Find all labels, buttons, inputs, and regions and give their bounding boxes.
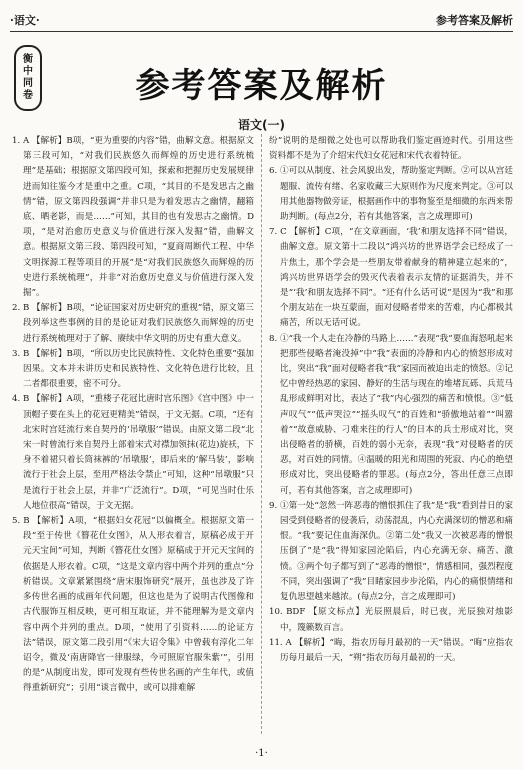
seal-char: 卷 xyxy=(23,90,33,101)
seal-char: 中 xyxy=(23,66,33,77)
answer-item: 9. ①第一处“忽然一阵恶毒的憎恨抓住了我”是“我”看到昔日的家园受到侵略者的侵袭后，动荡混乱，内心充满深切的憎恶和痛恨。“我”要记住血海深仇。②第二处“我又一次被恶毒的憎恨压倒了”是“我”得知家园沦陷后，内心充满无奈、痛苦、激愤。③两个句子都写到了“恶毒的憎恨”，情感相同，强烈程度不同，突出强调了“我”目睹家园步步沦陷，内心的痛恨情绪和复仇思望越来越浓。(每点2分，言之成理即可) xyxy=(269,500,513,603)
right-column xyxy=(269,134,513,736)
header-rule xyxy=(10,31,513,32)
section-title: 语文(一) xyxy=(238,118,285,132)
left-column xyxy=(12,134,254,736)
header-subject: ·语文· xyxy=(10,14,40,27)
column-divider xyxy=(261,134,262,734)
answer-item: 10. BDF 【原文标点】光辰照晨后，时已夜，光辰独对烛影中，篾籁数百言。 xyxy=(269,607,513,633)
answer-item: 7. C 【解析】C项，“在文章画面，‘我’和朋友选择不同”错误，曲解文意。原文第十二段以“鸿兴坊的世界语学会已经成了一片焦土，那个学会是一些朋友带着献身的精神建立起来的”，鸿兴坊世界语学会的毁灭代表着表示友情的证据消失，并不是“‘我’和朋友选择不同”。“还有什么话可说”是因为“我”和那个朋友站在一块互蒙面，面对侵略者带来的苦难，内心都极其痛苦，所以无话可说。 xyxy=(269,227,513,329)
answer-item-continued: 纷”说明的是细微之处也可以帮助我们鉴定画迹时代。引用这些资料都不是为了介绍宋代妇女花冠和宋代衣着特征。 xyxy=(269,136,513,162)
answer-item: 1. A 【解析】B项，“更为重要的内容”错，曲解文意。根据原文第三段可知，“对我们民族悠久而辉煌的历史进行系统梳理”是基础；根据原文第四段可知，探索和把握历史发展规律进而知往鉴今才是重中之重。C项，“其目的不是发思古之幽情”错，原文第四段强调“并非只是为着发思古之幽情，翻箱底、晒老影，而是……”可知，其目的也有发思古之幽情。D项，“是对治愈历史意义与价值进行深入发掘”错，曲解文意。根据原文第三段、第四段可知，“夏商周断代工程、中华文明探源工程等项目的开展”是“对我们民族悠久而辉煌的历史进行系统梳理”，并非“对治愈历史意义与价值进行深入发掘”。 xyxy=(12,136,254,299)
page-number: ·1· xyxy=(255,748,268,759)
page-title: 参考答案及解析 xyxy=(135,66,388,106)
page-header xyxy=(10,8,513,28)
answer-item: 11. A 【解析】“晦，指农历每月最初的一天”错误。“晦”应指农历每月最后一天，“朔”指农历每月最初的一天。 xyxy=(269,637,513,663)
answer-item: 5. B 【解析】A项，“根据妇女花冠”以偏概全。根据原文第一段“至于传世《簪花仕女图》，从人形衣着言，原稿必成于开元天宝间”可知，判断《簪花仕女图》原稿成于开元天宝间的依据是人形衣着。C项，“这是文章内容中两个并列的重点”分析错误。文章紧紧围绕“唐宋服饰研究”展开，虽也涉及了许多传世名画的成画年代问题，但这也是为了说明古代图像和古代服饰互相反映，更可相互取证，并不能理解为是文章内容中两个并列的重点。D项，“使用了引资料……的论证方法”错误，原文第二段引用“《宋大诏令集》中曾载有淳化二年诏令，微及‘南唐降官一律服绿，今可照原官服朱紫’”，引用的是“从制度出发，即可发现有些传世名画的产生年代，或值得重新研究”；引用“谈言微中，或可以排难解 xyxy=(12,516,254,694)
seal-char: 衡 xyxy=(23,54,33,65)
answer-item: 6. ①可以从制度、社会风貌出发，帮助鉴定判断。②可以从宫廷题服、流传有绪、名家收藏三大原则作为尺度来判定。③可以用其他器物做旁证，根据画作中的事物鉴至是细微的东西来帮助判断。(每点2分，若有其他答案，言之成理即可) xyxy=(269,166,513,223)
header-section-title: 参考答案及解析 xyxy=(436,14,513,27)
answer-item: 2. B 【解析】B项，“论证国家对历史研究的重视”错，原文第三段列举这些事例的目的是论证对我们民族悠久而辉煌的历史进行系统梳理对于了解、赓续中华文明的历史有重大意义。 xyxy=(12,303,254,344)
answer-item: 8. ①“我一个人走在冷静的马路上……”表现“我”要血海怒吼起来把那些侵略者淹没掉”中“我”表面的冷静和内心的愤怒形成对比，突出“我”面对侵略者我“我”家园而被迫出走的愤怒。②记忆中曾经热恶的家园、静好的生活与现在的堆堵瓦砾、兵荒马乱形成鲜明对比，表达了“我”内心强烈的痛苦和愤恨。③“低声叹气”“低声哭泣”“摇头叹气”的百姓和“骄傲地站着”“叫嚣着”“故意威胁、刁难来往的行人”的日本的兵士形成对比，突出侵略者的骄横，百姓的弱小无奈，表现“我”对侵略者的厌恶，对百姓的同情。④温暖的阳光和周围的死寂、内心的绝望形成对比，突出侵略者的罪恶。(每点2分，答出任意三点即可，若有其他答案，言之成理即可) xyxy=(269,333,513,496)
seal-char: 同 xyxy=(23,78,33,89)
answer-item: 4. B 【解析】A项，“重楼子花冠比唐时宫乐图》《宫中图》中一顶帽子要在头上的花冠更精美”错误，于文无据。C项，“还有北宋时宫廷流行来自契丹的‘吊墩服’”错误。由原文第二段“北宋一时曾流行来自契丹上部着宋式对襟加领抹(花边)旋袄，下身不着裙只着长筒袜裤的‘吊墩服’，即后来的‘解马装’，影响流行于社会上层，至用严格法令禁止”可知，这种“吊墩服”只是流行于社会上层，并非“广泛流行”。D项，“可见当时仕乐人地位很高”错误，于文无据。 xyxy=(12,394,254,511)
answer-item: 3. B 【解析】B项，“所以历史比民族特性、文化特色重要”强加因果。文本并未讲历史和民族特性、文化特色进行比较，且二者都很重要，密不可分。 xyxy=(12,348,254,390)
